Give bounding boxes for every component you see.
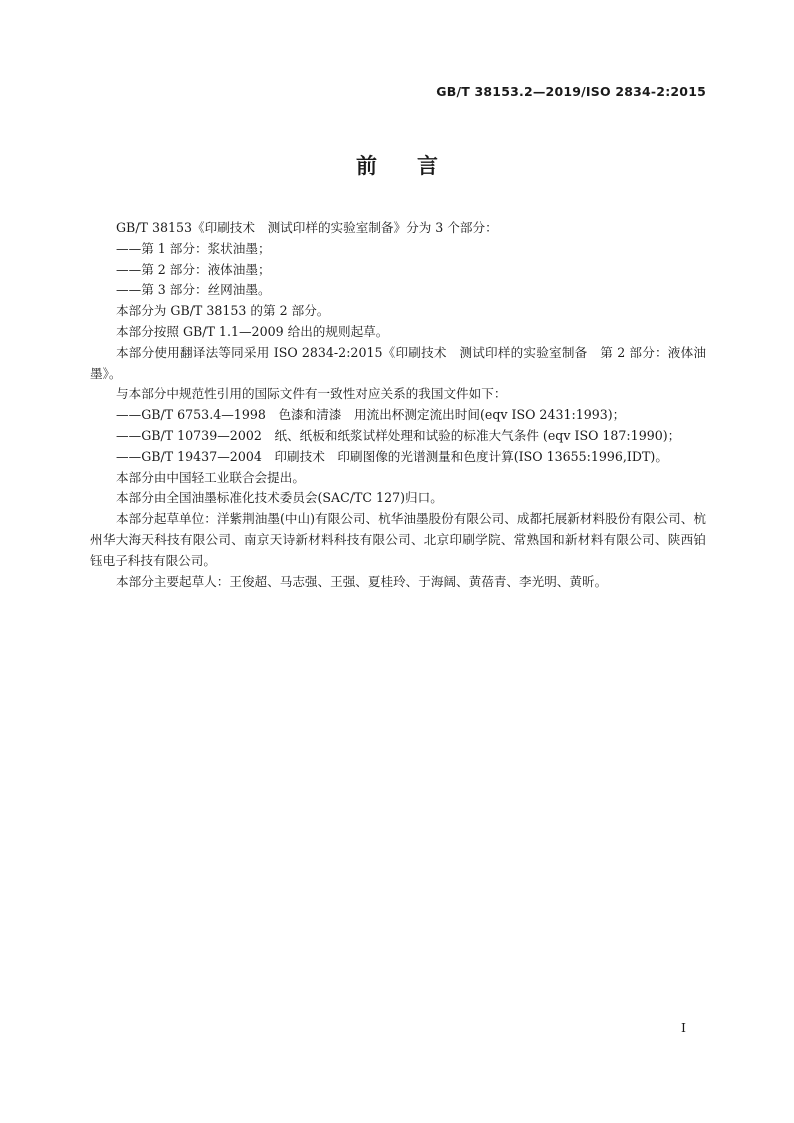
page-number: I <box>681 1020 686 1035</box>
paragraph-this-part: 本部分为 GB/T 38153 的第 2 部分。 <box>116 303 330 319</box>
paragraph-parts-intro: GB/T 38153《印刷技术 测试印样的实验室制备》分为 3 个部分： <box>116 220 498 235</box>
page-title: 前言 <box>356 154 478 178</box>
paragraph-adoption: 本部分使用翻译法等同采用 ISO 2834-2:2015《印刷技术 测试印样的实验室制备 第 2 部分：液体油墨》。 <box>90 344 706 381</box>
paragraph-part-3: ——第 3 部分：丝网油墨。 <box>116 282 271 298</box>
standard-number-header: GB/T 38153.2—2019/ISO 2834-2:2015 <box>436 84 706 99</box>
paragraph-corresponding-docs: 与本部分中规范性引用的国际文件有一致性对应关系的我国文件如下： <box>116 386 507 402</box>
paragraph-drafting-units: 本部分起草单位：洋紫荆油墨(中山)有限公司、杭华油墨股份有限公司、成都托展新材料股份有限公司、杭州华大海天科技有限公司、南京天诗新材料科技有限公司、北京印刷学院、常熟国和新材料有限公司、陕西铂钰电子科技有限公司。 <box>90 511 706 568</box>
paragraph-drafters: 本部分主要起草人：王俊超、马志强、王强、夏桂玲、于海阔、黄蓓青、李光明、黄昕。 <box>116 573 608 589</box>
paragraph-centralized-by: 本部分由全国油墨标准化技术委员会(SAC/TC 127)归口。 <box>116 490 443 506</box>
paragraph-drafting-rules: 本部分按照 GB/T 1.1—2009 给出的规则起草。 <box>116 323 389 339</box>
paragraph-part-1: ——第 1 部分：浆状油墨； <box>116 240 271 256</box>
paragraph-ref-gbt-19437: ——GB/T 19437—2004 印刷技术 印刷图像的光谱测量和色度计算(ISO 13655:1996,IDT)。 <box>116 448 668 464</box>
foreword-body <box>90 218 706 592</box>
paragraph-ref-gbt-6753: ——GB/T 6753.4—1998 色漆和清漆 用流出杯测定流出时间(eqv ISO 2431:1993)； <box>116 407 626 423</box>
paragraph-proposed-by: 本部分由中国轻工业联合会提出。 <box>116 469 305 485</box>
paragraph-ref-gbt-10739: ——GB/T 10739—2002 纸、纸板和纸浆试样处理和试验的标准大气条件 (eqv ISO 187:1990)； <box>116 427 681 443</box>
paragraph-part-2: ——第 2 部分：液体油墨； <box>116 261 271 277</box>
